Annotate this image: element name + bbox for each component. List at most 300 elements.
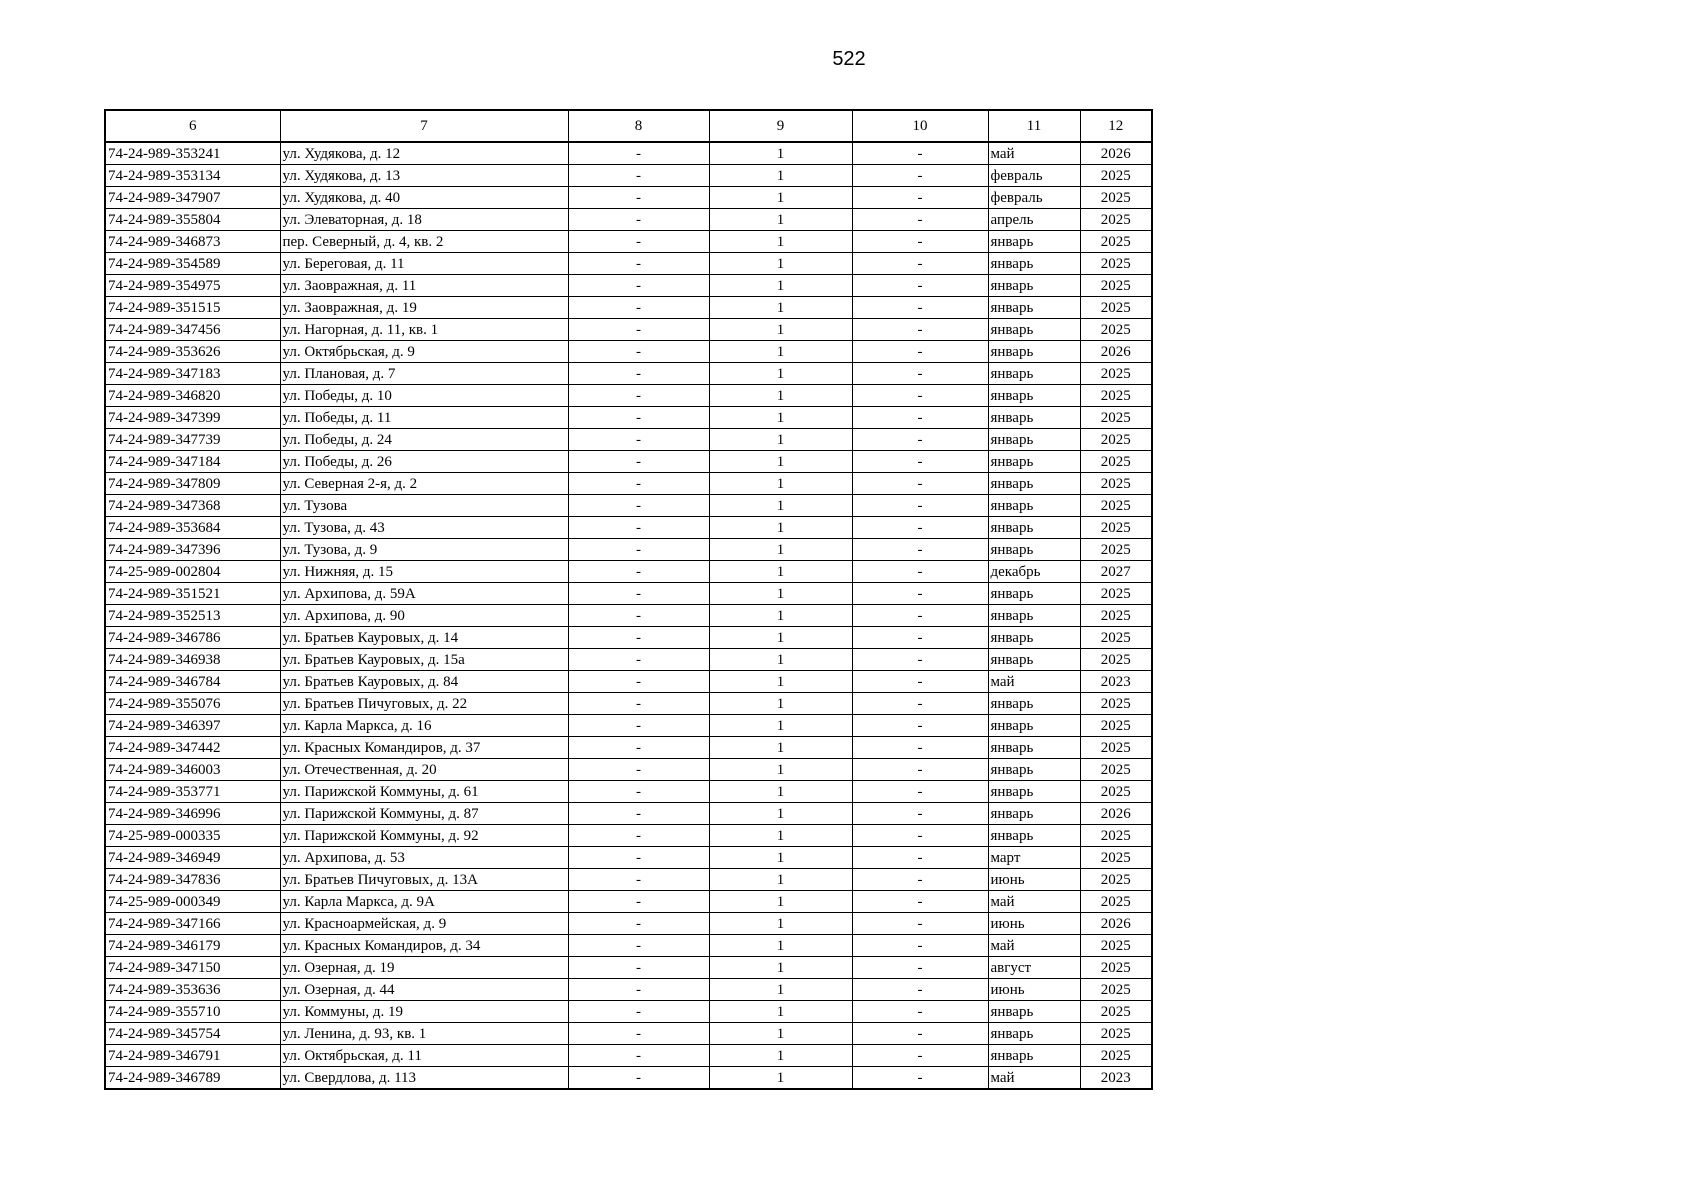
col10-cell: - (852, 429, 988, 451)
col10-cell: - (852, 627, 988, 649)
address-cell: ул. Победы, д. 11 (280, 407, 568, 429)
address-cell: ул. Тузова (280, 495, 568, 517)
col10-cell: - (852, 473, 988, 495)
address-cell: ул. Худякова, д. 40 (280, 187, 568, 209)
table-row (105, 869, 1152, 891)
col9-cell: 1 (709, 341, 852, 363)
table-row (105, 319, 1152, 341)
col10-cell: - (852, 297, 988, 319)
table-row (105, 341, 1152, 363)
col10-cell: - (852, 1023, 988, 1045)
col10-cell: - (852, 847, 988, 869)
cadastral-number-cell: 74-24-989-346179 (105, 935, 280, 957)
col8-cell: - (568, 759, 709, 781)
col9-cell: 1 (709, 693, 852, 715)
month-cell: январь (988, 473, 1080, 495)
month-cell: январь (988, 297, 1080, 319)
col10-cell: - (852, 803, 988, 825)
cadastral-number-cell: 74-24-989-347809 (105, 473, 280, 495)
cadastral-number-cell: 74-24-989-347399 (105, 407, 280, 429)
col9-cell: 1 (709, 429, 852, 451)
month-cell: январь (988, 341, 1080, 363)
col8-cell: - (568, 495, 709, 517)
month-cell: январь (988, 363, 1080, 385)
cadastral-number-cell: 74-24-989-347907 (105, 187, 280, 209)
col9-cell: 1 (709, 297, 852, 319)
col9-cell: 1 (709, 913, 852, 935)
table-row (105, 297, 1152, 319)
address-cell: ул. Элеваторная, д. 18 (280, 209, 568, 231)
col8-cell: - (568, 803, 709, 825)
cadastral-number-cell: 74-24-989-347836 (105, 869, 280, 891)
col9-cell: 1 (709, 1023, 852, 1045)
month-cell: январь (988, 495, 1080, 517)
month-cell: январь (988, 407, 1080, 429)
col9-cell: 1 (709, 935, 852, 957)
col8-cell: - (568, 1023, 709, 1045)
col9-cell: 1 (709, 253, 852, 275)
address-cell: ул. Озерная, д. 44 (280, 979, 568, 1001)
col9-cell: 1 (709, 869, 852, 891)
year-cell: 2025 (1080, 517, 1152, 539)
col8-cell: - (568, 319, 709, 341)
col10-cell: - (852, 451, 988, 473)
cadastral-number-cell: 74-24-989-353684 (105, 517, 280, 539)
table-row (105, 803, 1152, 825)
col10-cell: - (852, 891, 988, 913)
col8-cell: - (568, 1001, 709, 1023)
table-row (105, 142, 1152, 165)
year-cell: 2025 (1080, 649, 1152, 671)
col10-cell: - (852, 1067, 988, 1090)
column-header: 9 (709, 110, 852, 142)
address-cell: ул. Октябрьская, д. 11 (280, 1045, 568, 1067)
col9-cell: 1 (709, 231, 852, 253)
cadastral-number-cell: 74-24-989-346996 (105, 803, 280, 825)
col10-cell: - (852, 341, 988, 363)
col9-cell: 1 (709, 671, 852, 693)
year-cell: 2025 (1080, 451, 1152, 473)
table-row (105, 165, 1152, 187)
year-cell: 2023 (1080, 1067, 1152, 1090)
address-cell: ул. Парижской Коммуны, д. 92 (280, 825, 568, 847)
col10-cell: - (852, 539, 988, 561)
year-cell: 2025 (1080, 825, 1152, 847)
address-cell: ул. Худякова, д. 13 (280, 165, 568, 187)
col10-cell: - (852, 142, 988, 165)
col9-cell: 1 (709, 539, 852, 561)
year-cell: 2025 (1080, 715, 1152, 737)
cadastral-number-cell: 74-24-989-354975 (105, 275, 280, 297)
month-cell: май (988, 142, 1080, 165)
table-row (105, 1067, 1152, 1090)
year-cell: 2025 (1080, 429, 1152, 451)
col10-cell: - (852, 605, 988, 627)
col8-cell: - (568, 341, 709, 363)
cadastral-number-cell: 74-24-989-353626 (105, 341, 280, 363)
address-cell: ул. Победы, д. 24 (280, 429, 568, 451)
table-row (105, 583, 1152, 605)
month-cell: январь (988, 583, 1080, 605)
address-cell: ул. Парижской Коммуны, д. 61 (280, 781, 568, 803)
address-cell: ул. Архипова, д. 53 (280, 847, 568, 869)
month-cell: январь (988, 1045, 1080, 1067)
col9-cell: 1 (709, 1045, 852, 1067)
col10-cell: - (852, 1045, 988, 1067)
address-cell: ул. Северная 2-я, д. 2 (280, 473, 568, 495)
table-row (105, 187, 1152, 209)
col10-cell: - (852, 781, 988, 803)
page-number: 522 (832, 48, 866, 70)
month-cell: январь (988, 253, 1080, 275)
month-cell: январь (988, 759, 1080, 781)
col8-cell: - (568, 869, 709, 891)
col9-cell: 1 (709, 142, 852, 165)
address-cell: ул. Отечественная, д. 20 (280, 759, 568, 781)
col8-cell: - (568, 275, 709, 297)
cadastral-number-cell: 74-24-989-352513 (105, 605, 280, 627)
col9-cell: 1 (709, 319, 852, 341)
table-row (105, 561, 1152, 583)
col8-cell: - (568, 231, 709, 253)
month-cell: май (988, 671, 1080, 693)
address-cell: ул. Тузова, д. 43 (280, 517, 568, 539)
cadastral-number-cell: 74-24-989-347442 (105, 737, 280, 759)
col8-cell: - (568, 385, 709, 407)
col8-cell: - (568, 209, 709, 231)
month-cell: январь (988, 1001, 1080, 1023)
col8-cell: - (568, 627, 709, 649)
month-cell: май (988, 935, 1080, 957)
month-cell: январь (988, 605, 1080, 627)
cadastral-number-cell: 74-24-989-355710 (105, 1001, 280, 1023)
table-row (105, 429, 1152, 451)
col10-cell: - (852, 759, 988, 781)
cadastral-number-cell: 74-25-989-000349 (105, 891, 280, 913)
table-row (105, 671, 1152, 693)
col8-cell: - (568, 407, 709, 429)
year-cell: 2025 (1080, 297, 1152, 319)
col10-cell: - (852, 649, 988, 671)
col8-cell: - (568, 671, 709, 693)
col9-cell: 1 (709, 473, 852, 495)
col9-cell: 1 (709, 187, 852, 209)
month-cell: июнь (988, 869, 1080, 891)
col8-cell: - (568, 539, 709, 561)
table-row (105, 363, 1152, 385)
col10-cell: - (852, 495, 988, 517)
table-row (105, 825, 1152, 847)
month-cell: январь (988, 1023, 1080, 1045)
cadastral-number-cell: 74-24-989-345754 (105, 1023, 280, 1045)
col8-cell: - (568, 737, 709, 759)
col9-cell: 1 (709, 891, 852, 913)
col10-cell: - (852, 737, 988, 759)
col8-cell: - (568, 253, 709, 275)
col9-cell: 1 (709, 209, 852, 231)
table-header (105, 110, 1152, 142)
month-cell: январь (988, 781, 1080, 803)
table-row (105, 935, 1152, 957)
year-cell: 2025 (1080, 605, 1152, 627)
cadastral-number-cell: 74-24-989-346949 (105, 847, 280, 869)
col8-cell: - (568, 583, 709, 605)
month-cell: январь (988, 737, 1080, 759)
col10-cell: - (852, 275, 988, 297)
month-cell: январь (988, 803, 1080, 825)
col10-cell: - (852, 1001, 988, 1023)
col9-cell: 1 (709, 605, 852, 627)
col9-cell: 1 (709, 561, 852, 583)
year-cell: 2025 (1080, 737, 1152, 759)
year-cell: 2025 (1080, 935, 1152, 957)
col9-cell: 1 (709, 759, 852, 781)
address-cell: ул. Свердлова, д. 113 (280, 1067, 568, 1090)
address-cell: ул. Архипова, д. 90 (280, 605, 568, 627)
col9-cell: 1 (709, 1001, 852, 1023)
cadastral-number-cell: 74-24-989-353636 (105, 979, 280, 1001)
col10-cell: - (852, 671, 988, 693)
col9-cell: 1 (709, 275, 852, 297)
year-cell: 2026 (1080, 142, 1152, 165)
year-cell: 2025 (1080, 957, 1152, 979)
month-cell: январь (988, 385, 1080, 407)
column-header: 6 (105, 110, 280, 142)
year-cell: 2025 (1080, 759, 1152, 781)
address-cell: ул. Братьев Кауровых, д. 15а (280, 649, 568, 671)
table-row (105, 407, 1152, 429)
address-cell: ул. Братьев Пичуговых, д. 22 (280, 693, 568, 715)
year-cell: 2025 (1080, 363, 1152, 385)
address-cell: ул. Коммуны, д. 19 (280, 1001, 568, 1023)
cadastral-number-cell: 74-24-989-346786 (105, 627, 280, 649)
col8-cell: - (568, 781, 709, 803)
table-row (105, 209, 1152, 231)
col9-cell: 1 (709, 517, 852, 539)
col8-cell: - (568, 957, 709, 979)
col9-cell: 1 (709, 649, 852, 671)
col10-cell: - (852, 165, 988, 187)
col10-cell: - (852, 187, 988, 209)
table-row (105, 693, 1152, 715)
cadastral-number-cell: 74-24-989-346003 (105, 759, 280, 781)
month-cell: январь (988, 649, 1080, 671)
cadastral-number-cell: 74-24-989-346789 (105, 1067, 280, 1090)
address-cell: ул. Красных Командиров, д. 37 (280, 737, 568, 759)
table-row (105, 253, 1152, 275)
table-row (105, 1023, 1152, 1045)
address-cell: ул. Заовражная, д. 19 (280, 297, 568, 319)
address-cell: ул. Береговая, д. 11 (280, 253, 568, 275)
cadastral-number-cell: 74-24-989-347368 (105, 495, 280, 517)
col8-cell: - (568, 891, 709, 913)
cadastral-number-cell: 74-24-989-346820 (105, 385, 280, 407)
year-cell: 2025 (1080, 187, 1152, 209)
column-header: 10 (852, 110, 988, 142)
cadastral-number-cell: 74-24-989-347166 (105, 913, 280, 935)
year-cell: 2025 (1080, 891, 1152, 913)
cadastral-number-cell: 74-24-989-347183 (105, 363, 280, 385)
table-row (105, 891, 1152, 913)
cadastral-number-cell: 74-24-989-346938 (105, 649, 280, 671)
cadastral-number-cell: 74-24-989-347456 (105, 319, 280, 341)
cadastral-number-cell: 74-25-989-002804 (105, 561, 280, 583)
col9-cell: 1 (709, 715, 852, 737)
month-cell: январь (988, 693, 1080, 715)
year-cell: 2025 (1080, 319, 1152, 341)
month-cell: январь (988, 517, 1080, 539)
address-cell: ул. Нагорная, д. 11, кв. 1 (280, 319, 568, 341)
cadastral-number-cell: 74-24-989-353241 (105, 142, 280, 165)
table-row (105, 605, 1152, 627)
col8-cell: - (568, 935, 709, 957)
address-cell: ул. Победы, д. 26 (280, 451, 568, 473)
table-row (105, 979, 1152, 1001)
col10-cell: - (852, 385, 988, 407)
cadastral-number-cell: 74-24-989-346791 (105, 1045, 280, 1067)
table-row (105, 231, 1152, 253)
col9-cell: 1 (709, 363, 852, 385)
year-cell: 2025 (1080, 231, 1152, 253)
cadastral-number-cell: 74-25-989-000335 (105, 825, 280, 847)
col10-cell: - (852, 517, 988, 539)
year-cell: 2026 (1080, 913, 1152, 935)
month-cell: август (988, 957, 1080, 979)
cadastral-number-cell: 74-24-989-353134 (105, 165, 280, 187)
month-cell: март (988, 847, 1080, 869)
col8-cell: - (568, 605, 709, 627)
month-cell: февраль (988, 165, 1080, 187)
col8-cell: - (568, 847, 709, 869)
col8-cell: - (568, 142, 709, 165)
col9-cell: 1 (709, 407, 852, 429)
month-cell: январь (988, 539, 1080, 561)
col10-cell: - (852, 825, 988, 847)
col10-cell: - (852, 869, 988, 891)
col8-cell: - (568, 693, 709, 715)
month-cell: июнь (988, 913, 1080, 935)
address-cell: ул. Братьев Пичуговых, д. 13А (280, 869, 568, 891)
table-row (105, 451, 1152, 473)
month-cell: январь (988, 825, 1080, 847)
cadastral-number-cell: 74-24-989-351521 (105, 583, 280, 605)
col10-cell: - (852, 583, 988, 605)
col8-cell: - (568, 429, 709, 451)
cadastral-number-cell: 74-24-989-354589 (105, 253, 280, 275)
col10-cell: - (852, 979, 988, 1001)
cadastral-number-cell: 74-24-989-346873 (105, 231, 280, 253)
cadastral-number-cell: 74-24-989-355804 (105, 209, 280, 231)
year-cell: 2025 (1080, 407, 1152, 429)
col9-cell: 1 (709, 957, 852, 979)
year-cell: 2025 (1080, 869, 1152, 891)
month-cell: июнь (988, 979, 1080, 1001)
col8-cell: - (568, 825, 709, 847)
year-cell: 2026 (1080, 341, 1152, 363)
year-cell: 2025 (1080, 847, 1152, 869)
cadastral-number-cell: 74-24-989-353771 (105, 781, 280, 803)
address-cell: ул. Худякова, д. 12 (280, 142, 568, 165)
year-cell: 2025 (1080, 781, 1152, 803)
month-cell: январь (988, 231, 1080, 253)
month-cell: январь (988, 715, 1080, 737)
col10-cell: - (852, 935, 988, 957)
year-cell: 2025 (1080, 165, 1152, 187)
table-row (105, 737, 1152, 759)
table-row (105, 1001, 1152, 1023)
year-cell: 2025 (1080, 1023, 1152, 1045)
address-cell: ул. Нижняя, д. 15 (280, 561, 568, 583)
month-cell: январь (988, 451, 1080, 473)
col10-cell: - (852, 561, 988, 583)
col10-cell: - (852, 957, 988, 979)
col8-cell: - (568, 979, 709, 1001)
table-row (105, 759, 1152, 781)
col8-cell: - (568, 473, 709, 495)
col8-cell: - (568, 1045, 709, 1067)
address-cell: ул. Братьев Кауровых, д. 14 (280, 627, 568, 649)
col9-cell: 1 (709, 847, 852, 869)
address-cell: ул. Красных Командиров, д. 34 (280, 935, 568, 957)
month-cell: май (988, 891, 1080, 913)
cadastral-number-cell: 74-24-989-346397 (105, 715, 280, 737)
cadastral-number-cell: 74-24-989-351515 (105, 297, 280, 319)
table-row (105, 539, 1152, 561)
month-cell: январь (988, 429, 1080, 451)
address-cell: ул. Ленина, д. 93, кв. 1 (280, 1023, 568, 1045)
col9-cell: 1 (709, 1067, 852, 1090)
col9-cell: 1 (709, 627, 852, 649)
table-row (105, 781, 1152, 803)
col10-cell: - (852, 209, 988, 231)
address-cell: ул. Плановая, д. 7 (280, 363, 568, 385)
col9-cell: 1 (709, 451, 852, 473)
cadastral-number-cell: 74-24-989-355076 (105, 693, 280, 715)
month-cell: апрель (988, 209, 1080, 231)
column-header: 11 (988, 110, 1080, 142)
month-cell: январь (988, 275, 1080, 297)
address-cell: ул. Озерная, д. 19 (280, 957, 568, 979)
column-header: 7 (280, 110, 568, 142)
table-row (105, 1045, 1152, 1067)
table-row (105, 627, 1152, 649)
address-cell: ул. Октябрьская, д. 9 (280, 341, 568, 363)
col9-cell: 1 (709, 803, 852, 825)
table-row (105, 517, 1152, 539)
month-cell: январь (988, 319, 1080, 341)
table-row (105, 275, 1152, 297)
address-cell: ул. Парижской Коммуны, д. 87 (280, 803, 568, 825)
cadastral-number-cell: 74-24-989-347396 (105, 539, 280, 561)
col8-cell: - (568, 297, 709, 319)
col8-cell: - (568, 715, 709, 737)
month-cell: январь (988, 627, 1080, 649)
year-cell: 2023 (1080, 671, 1152, 693)
table-body (105, 142, 1152, 1089)
col8-cell: - (568, 913, 709, 935)
col10-cell: - (852, 363, 988, 385)
year-cell: 2025 (1080, 1001, 1152, 1023)
cadastral-number-cell: 74-24-989-347150 (105, 957, 280, 979)
address-cell: ул. Архипова, д. 59А (280, 583, 568, 605)
year-cell: 2026 (1080, 803, 1152, 825)
col9-cell: 1 (709, 495, 852, 517)
cadastral-number-cell: 74-24-989-347184 (105, 451, 280, 473)
address-cell: ул. Карла Маркса, д. 16 (280, 715, 568, 737)
year-cell: 2025 (1080, 473, 1152, 495)
cadastral-number-cell: 74-24-989-346784 (105, 671, 280, 693)
address-cell: ул. Красноармейская, д. 9 (280, 913, 568, 935)
